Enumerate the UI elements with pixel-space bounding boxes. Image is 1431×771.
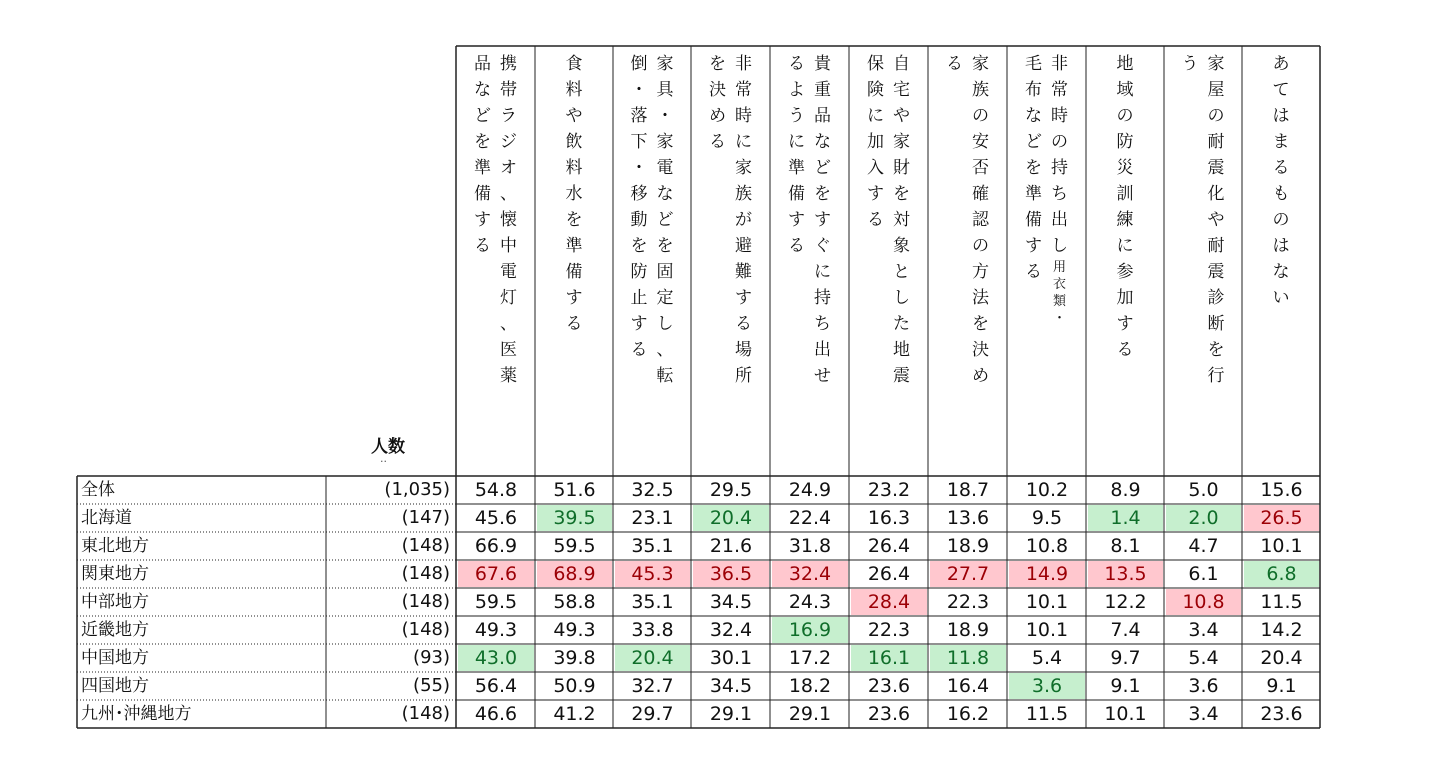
table-cell: 5.4 (1031, 647, 1063, 669)
table-cell: 28.4 (851, 589, 927, 615)
table-cell: 9.1 (1110, 675, 1141, 697)
table-cell: 8.9 (1110, 479, 1141, 501)
table-cell: 58.8 (553, 591, 596, 613)
table-cell: 20.4 (1260, 647, 1303, 669)
table-cell: 10.2 (1025, 479, 1069, 501)
row-count: (148) (401, 535, 450, 556)
table-cell: 50.9 (553, 675, 596, 697)
header-text-column: 地 域 の 防 災 訓 練 に 参 加 す る (1116, 54, 1134, 360)
header-text-column: あ て は ま る も の は な い (1272, 54, 1290, 308)
row-label: 中部地方 (81, 592, 149, 612)
table-cell: 18.2 (788, 675, 832, 697)
table-cell: 26.4 (867, 535, 911, 557)
row-count: (1,035) (384, 479, 450, 500)
count-column-header: 人数 (371, 437, 405, 457)
table-cell: 16.2 (946, 703, 990, 725)
table-cell: 29.5 (709, 479, 753, 501)
table-cell: 22.3 (867, 619, 911, 641)
row-label: 全体 (81, 480, 115, 500)
table-cell: 45.3 (615, 561, 690, 587)
table-cell: 30.1 (709, 647, 753, 669)
column-header (1007, 46, 1086, 476)
count-header-marks: ·· (380, 455, 387, 468)
row-label: 関東地方 (81, 564, 149, 584)
row-count: (148) (401, 619, 450, 640)
header-text-column: 非 常 時 に 家 族 が 避 難 す る 場 所 (735, 54, 752, 386)
table-cell: 16.1 (851, 645, 927, 671)
row-count: (148) (401, 591, 450, 612)
table-cell: 22.3 (946, 591, 990, 613)
column-header (613, 46, 691, 476)
row-label: 近畿地方 (81, 620, 149, 640)
table-cell: 35.1 (631, 591, 674, 613)
row-count: (147) (401, 507, 450, 528)
table-cell: 10.1 (1104, 703, 1147, 725)
table-cell: 9.7 (1110, 647, 1141, 669)
table-cell: 23.6 (867, 675, 911, 697)
table-cell: 1.4 (1088, 505, 1163, 531)
header-text-column: 家 屋 の 耐 震 化 や 耐 震 診 断 を 行 (1207, 54, 1225, 386)
column-header (849, 46, 928, 476)
table-cell: 34.5 (709, 675, 753, 697)
header-text-column: 非 常 時 の 持 ち 出 し 用 衣 類 ・ (1051, 54, 1068, 326)
table-cell: 10.1 (1025, 591, 1069, 613)
table-cell: 23.1 (631, 507, 674, 529)
header-text-column: 家 族 の 安 否 確 認 の 方 法 を 決 め (972, 54, 989, 386)
table-cell: 3.4 (1188, 619, 1219, 641)
table-cell: 11.5 (1025, 703, 1069, 725)
table-cell: 66.9 (474, 535, 518, 557)
row-label: 四国地方 (81, 676, 149, 696)
table-cell: 17.2 (788, 647, 832, 669)
table-cell: 26.5 (1244, 505, 1319, 531)
table-cell: 23.6 (867, 703, 911, 725)
table-cell: 12.2 (1104, 591, 1147, 613)
header-text-column: る (946, 54, 963, 74)
table-cell: 41.2 (553, 703, 596, 725)
row-count: (148) (401, 703, 450, 724)
table-cell: 5.0 (1188, 479, 1219, 501)
row-label: 九州･沖縄地方 (81, 704, 192, 724)
table-cell: 32.7 (631, 675, 674, 697)
table-cell: 10.8 (1166, 589, 1241, 615)
row-count: (148) (401, 563, 450, 584)
table-cell: 18.9 (946, 619, 990, 641)
header-text-column: 食 料 や 飲 料 水 を 準 備 す る (565, 54, 583, 334)
table-cell: 15.6 (1260, 479, 1303, 501)
table-cell: 68.9 (537, 561, 612, 587)
table-cell: 23.6 (1260, 703, 1303, 725)
table-cell: 9.1 (1266, 675, 1297, 697)
column-header (535, 46, 613, 476)
table-cell: 7.4 (1110, 619, 1141, 641)
table-cell: 24.3 (788, 591, 832, 613)
table-cell: 32.4 (772, 561, 848, 587)
header-text-column: 携 帯 ラ ジ オ 、 懐 中 電 灯 、 医 薬 (500, 54, 517, 386)
table-cell: 2.0 (1166, 505, 1241, 531)
table-cell: 45.6 (474, 507, 518, 529)
table-cell: 6.1 (1188, 563, 1219, 585)
table-cell: 29.1 (788, 703, 832, 725)
row-label: 北海道 (81, 508, 132, 528)
table-cell: 32.5 (631, 479, 674, 501)
column-header (928, 46, 1007, 476)
table-cell: 23.2 (867, 479, 911, 501)
header-text-column: 家 具 ・ 家 電 な ど を 固 定 し 、 転 (656, 54, 674, 386)
header-text-column: 倒 ・ 落 下 ・ 移 動 を 防 止 す る (630, 54, 648, 360)
table-cell: 56.4 (474, 675, 518, 697)
table-cell: 16.4 (946, 675, 990, 697)
table-cell: 51.6 (553, 479, 596, 501)
table-cell: 20.4 (615, 645, 690, 671)
row-count: (93) (413, 647, 450, 668)
header-text-column: 保 険 に 加 入 す る (867, 54, 884, 230)
table-cell: 4.7 (1188, 535, 1219, 557)
table-cell: 6.8 (1244, 561, 1319, 587)
table-cell: 21.6 (709, 535, 753, 557)
table-cell: 49.3 (474, 619, 518, 641)
table-cell: 46.6 (474, 703, 518, 725)
column-header (456, 46, 535, 476)
table-cell: 20.4 (693, 505, 769, 531)
table-cell: 35.1 (631, 535, 674, 557)
header-text-column: 毛 布 な ど を 準 備 す る (1025, 54, 1042, 282)
table-cell: 49.3 (553, 619, 596, 641)
row-label: 東北地方 (81, 536, 149, 556)
table-cell: 14.2 (1260, 619, 1303, 641)
table-cell: 16.3 (867, 507, 911, 529)
table-cell: 36.5 (693, 561, 769, 587)
table-cell: 10.1 (1025, 619, 1069, 641)
column-header (1086, 46, 1164, 476)
table-cell: 31.8 (788, 535, 832, 557)
table-cell: 13.6 (946, 507, 990, 529)
table-cell: 59.5 (553, 535, 596, 557)
table-cell: 10.1 (1260, 535, 1303, 557)
table-cell: 54.8 (474, 479, 518, 501)
header-text-column: を 決 め る (709, 54, 726, 152)
table-cell: 22.4 (788, 507, 832, 529)
row-count: (55) (413, 675, 450, 696)
table-cell: 3.4 (1188, 703, 1219, 725)
table-cell: 39.8 (553, 647, 596, 669)
table-cell: 33.8 (631, 619, 674, 641)
table-cell: 39.5 (537, 505, 612, 531)
header-text-column: る よ う に 準 備 す る (788, 54, 805, 256)
table-cell: 27.7 (930, 561, 1006, 587)
header-text-column: 自 宅 や 家 財 を 対 象 と し た 地 震 (893, 54, 910, 386)
table-cell: 14.9 (1009, 561, 1085, 587)
table-cell: 18.7 (946, 479, 990, 501)
table-cell: 32.4 (709, 619, 753, 641)
table-cell: 29.7 (631, 703, 674, 725)
table-cell: 10.8 (1025, 535, 1069, 557)
column-header (1242, 46, 1320, 476)
table-cell: 8.1 (1110, 535, 1141, 557)
table-cell: 16.9 (772, 617, 848, 643)
column-header (691, 46, 770, 476)
header-text-column: う (1181, 54, 1199, 74)
table-cell: 11.5 (1260, 591, 1303, 613)
column-header (770, 46, 849, 476)
table-cell: 24.9 (788, 479, 832, 501)
table-cell: 34.5 (709, 591, 753, 613)
header-text-column: 品 な ど を 準 備 す る (474, 54, 491, 256)
table-cell: 3.6 (1009, 673, 1085, 699)
row-label: 中国地方 (81, 648, 149, 668)
table-cell: 13.5 (1088, 561, 1163, 587)
table-cell: 5.4 (1188, 647, 1219, 669)
table-cell: 9.5 (1031, 507, 1063, 529)
table-cell: 18.9 (946, 535, 990, 557)
table-cell: 11.8 (930, 645, 1006, 671)
table-cell: 29.1 (709, 703, 753, 725)
table-cell: 26.4 (867, 563, 911, 585)
table-cell: 3.6 (1188, 675, 1219, 697)
table-cell: 59.5 (474, 591, 518, 613)
column-header (1164, 46, 1242, 476)
table-cell: 67.6 (458, 561, 534, 587)
header-text-column: 貴 重 品 な ど を す ぐ に 持 ち 出 せ (814, 54, 831, 386)
table-cell: 43.0 (458, 645, 534, 671)
